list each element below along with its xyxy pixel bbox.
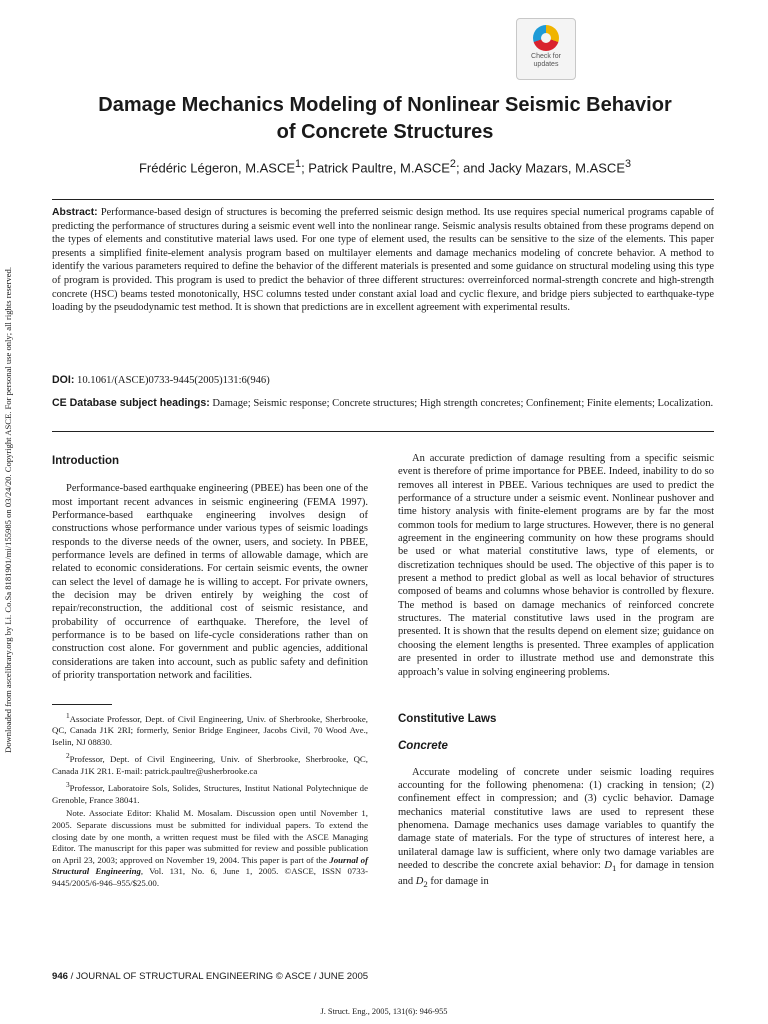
footnote-3 xyxy=(52,779,368,806)
doi-value[interactable]: 10.1061/(ASCE)0733-9445(2005)131:6(946) xyxy=(74,375,270,386)
footnote-1-text: Associate Professor, Dept. of Civil Engineering, Univ. of Sherbrooke, Sherbrooke, QC, Canada J1K 2RI; formerly, Senior Bridge Engineer, Jacobs Civil, 70 Wood Ave., Iselin, NJ 08830. xyxy=(52,713,368,747)
constitutive-laws-heading: Constitutive Laws xyxy=(398,712,497,725)
download-notice xyxy=(0,210,16,810)
introduction-paragraph: Performance-based earthquake engineering (PBEE) has been one of the most important recent advances in seismic engineering (FEMA 1997). Performance-based earthquake engineering involves design of constructions whose performance under various types of seismic loadings responds to the diverse needs of the owner, users, and society. In PBEE, performance levels are defined in terms of allowable damage, which are related to economic considerations. For certain seismic events, the owner can select the level of damage he is willing to accept. For private owners, the decision may be driven entirely by weighing the cost of repair/reconstruction, the additional cost of seismic resistance, and probability of occurrence of earthquake. Therefore, the level of performance is to be based on life-cycle considerations rather than on construction cost alone. For government and public agencies, additional considerations are taken into account, such as public safety and definition of priority transportation network and facilities. xyxy=(52,483,368,682)
editorial-note xyxy=(52,808,368,889)
footnote-2-text: Professor, Dept. of Civil Engineering, Univ. of Sherbrooke, Sherbrooke, QC, Canada J1K 2R1. E-mail: patrick.paultre@usherbrooke.ca xyxy=(52,754,368,776)
footnote-2 xyxy=(52,750,368,777)
footnote-3-number: 3 xyxy=(66,780,70,790)
left-column xyxy=(52,455,368,892)
subject-headings xyxy=(52,396,714,411)
footnote-1-number: 1 xyxy=(66,710,70,720)
check-for-updates-button[interactable] xyxy=(516,18,576,80)
subject-headings-value: Damage; Seismic response; Concrete structures; High strength concretes; Confinement; Finite elements; Localization. xyxy=(209,398,714,409)
paper-title xyxy=(40,92,730,146)
journal-footer: / JOURNAL OF STRUCTURAL ENGINEERING © ASCE / JUNE 2005 xyxy=(68,971,369,982)
note-text-b: , Vol. 131, No. 6, June 1, 2005. ©ASCE, ISSN 0733-9445/2005/6-946–955/$25.00. xyxy=(52,866,368,888)
doi xyxy=(52,374,270,386)
citation-line: J. Struct. Eng., 2005, 131(6): 946-955 xyxy=(320,1007,448,1016)
page-number: 946 xyxy=(52,971,69,982)
concrete-text-a: Accurate modeling of concrete under seismic loading requires accounting for the following phenomena: (1) cracking in tension; (2) confinement effect in compression; and (3) cyclic behavior. Damage mechanics material constitutive laws are used to represent these phenomena. Damage mechanics uses damage variables to quantify the damage state of materials. For the type of structures of interest here, a unilateral damage law is sufficient, where only two damage variables are needed to describe the concrete axial behavior: xyxy=(398,766,714,871)
author-2: ; Patrick Paultre, M.ASCE xyxy=(301,160,450,176)
top-divider xyxy=(52,199,714,200)
author-3-affil: 3 xyxy=(625,158,632,170)
author-list xyxy=(40,158,730,175)
footnote-1 xyxy=(52,710,368,749)
footnote-3-text: Professor, Laboratoire Sols, Solides, Structures, Institut National Polytechnique de Grenoble, France 38041. xyxy=(52,783,368,805)
d2-subscript: 2 xyxy=(423,879,428,890)
introduction-heading: Introduction xyxy=(52,455,120,467)
author-2-affil: 2 xyxy=(449,158,456,170)
d1-symbol: D xyxy=(604,859,612,871)
author-1: Frédéric Légeron, M.ASCE xyxy=(138,160,296,176)
concrete-text-b: for damage in tension and xyxy=(398,859,714,888)
download-notice-text: Downloaded from ascelibrary.org by Li. Co.Sa 8181901/mi/155985 on 03/24/20. Copyright ASCE. For personal use only; all rights reserved. xyxy=(3,267,13,753)
abstract-label: Abstract: xyxy=(52,207,98,218)
d1-subscript: 1 xyxy=(611,863,617,874)
doi-label: DOI: xyxy=(52,374,75,386)
concrete-heading: Concrete xyxy=(398,740,448,753)
author-1-affil: 1 xyxy=(295,158,302,170)
footnote-divider xyxy=(52,704,112,705)
author-3: ; and Jacky Mazars, M.ASCE xyxy=(455,160,625,176)
d2-symbol: D xyxy=(415,876,424,888)
concrete-paragraph xyxy=(398,766,714,892)
right-column xyxy=(398,452,714,892)
footnote-2-number: 2 xyxy=(66,751,70,761)
title-line-2: of Concrete Structures xyxy=(276,121,494,143)
journal-name: Journal of Structural Engineering xyxy=(52,854,369,877)
bottom-divider xyxy=(52,431,714,432)
check-for-updates-label: Check for updates xyxy=(531,53,561,68)
concrete-text-c: for damage in xyxy=(427,876,489,888)
abstract-text: Performance-based design of structures is becoming the preferred seismic design method. Its use requires special numerical programs capable of predicting the performance of structures during a seismic event well into the nonlinear range. Seismic analysis results obtained from these programs depend on the types of elements and constitutive material laws used. For one type of element used, the results can be sensitive to the size of the elements. This paper presents a simplified finite-element analysis program based on multilayer elements and damage mechanics modeling of concrete behavior. A method to identify the various parameters required to define the behavior of the different materials is presented and some guidance on structural modeling using this type of program is provided. This program is used to predict the behavior of three different structures: overreinforced normal-strength concrete and high-strength concrete (HSC) beams tested monotonically, HSC columns tested under constant axial load and cyclic flexure, and bridge piers subjected to earthquake-type loading by the pseudodynamic test method. It is shown that predictions are in excellent agreement with experimental results. xyxy=(52,207,714,314)
note-text-a: Note. Associate Editor: Khalid M. Mosalam. Discussion open until November 1, 2005. Separate discussions must be submitted for individual papers. To extend the closing date by one month, a written request must be filed with the ASCE Managing Editor. The manuscript for this paper was submitted for review and possible publication on April 23, 2003; approved on November 19, 2004. This paper is part of the xyxy=(52,808,368,865)
page-footer xyxy=(52,971,368,982)
subject-headings-label: CE Database subject headings: xyxy=(52,397,210,409)
title-line-1: Damage Mechanics Modeling of Nonlinear Seismic Behavior xyxy=(98,94,672,116)
abstract xyxy=(52,206,714,315)
crossmark-icon xyxy=(533,25,559,51)
right-paragraph-1: An accurate prediction of damage resulting from a specific seismic event is therefore of prime importance for PBEE. Indeed, inability to do so removes all interest in PBEE. Various techniques are used to predict the performance of a structure under a seismic event. Nonlinear pushover and time history analysis with finite-element programs are by far the most common tools for medium to large structures. However, there is no general agreement in the engineering community on how these programs should be used or what material constitutive laws, type of elements, or discretization techniques should be used. The objective of this paper is to present a method to predict global as well as local behavior of structures composed of beams and columns whose behavior is controlled by flexure. The method is based on damage mechanics of reinforced concrete structures. The material constitutive laws used in the program are presented. It is shown that the results depend on element size; guidance on choosing the element lengths is presented. Three examples of application are presented in order to illustrate method use and demonstrate this approach’s value in solving engineering problems. xyxy=(398,453,714,678)
